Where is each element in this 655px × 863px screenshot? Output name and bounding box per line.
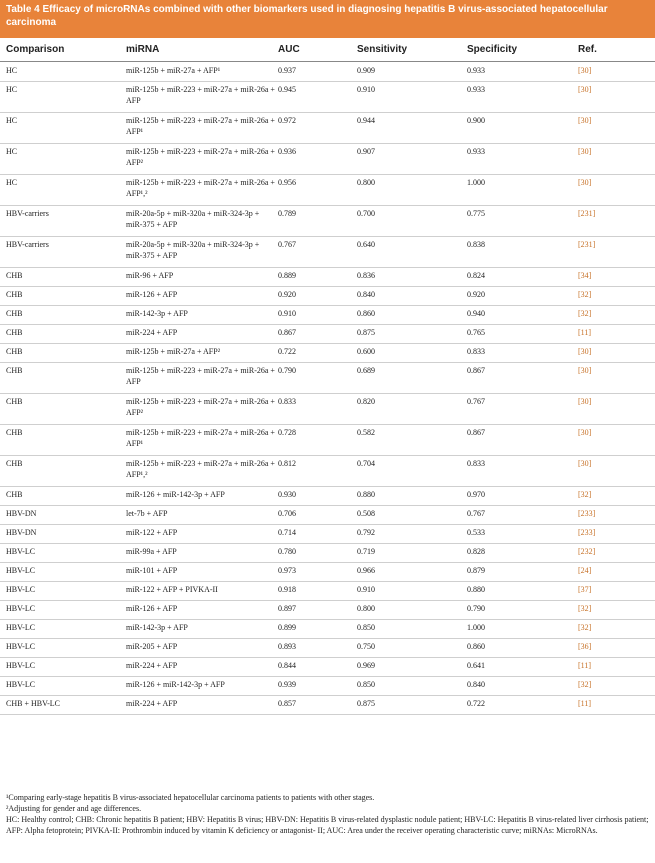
cell-specificity: 0.533 <box>467 528 485 537</box>
cell-specificity: 0.824 <box>467 271 485 280</box>
cell-specificity: 0.840 <box>467 680 485 689</box>
cell-comparison: HC <box>6 178 18 187</box>
cell-sensitivity: 0.944 <box>357 116 375 125</box>
cell-mirna: miR-122 + AFP <box>126 528 178 537</box>
cell-auc: 0.867 <box>278 328 296 337</box>
cell-ref[interactable]: [11] <box>578 661 592 670</box>
cell-mirna: miR-126 + miR-142-3p + AFP <box>126 490 225 499</box>
table-row <box>0 487 655 506</box>
cell-comparison: HC <box>6 147 18 156</box>
cell-specificity: 0.767 <box>467 397 485 406</box>
cell-auc: 0.706 <box>278 509 296 518</box>
cell-comparison: HC <box>6 116 18 125</box>
cell-comparison: HBV-carriers <box>6 209 49 218</box>
cell-auc: 0.893 <box>278 642 296 651</box>
table-row <box>0 506 655 525</box>
cell-auc: 0.789 <box>278 209 296 218</box>
cell-ref[interactable]: [30] <box>578 459 592 468</box>
cell-auc: 0.973 <box>278 566 296 575</box>
cell-ref[interactable]: [30] <box>578 66 592 75</box>
table-row <box>0 696 655 715</box>
cell-comparison: CHB <box>6 309 23 318</box>
cell-specificity: 0.833 <box>467 459 485 468</box>
table-row <box>0 306 655 325</box>
cell-comparison: HC <box>6 66 18 75</box>
col-mirna: miRNA <box>126 44 160 55</box>
table-row <box>0 582 655 601</box>
cell-ref[interactable]: [232] <box>578 547 596 556</box>
cell-mirna: miR-125b + miR-223 + miR-27a + miR-26a + AFP¹ <box>126 428 275 448</box>
cell-comparison: HBV-LC <box>6 623 36 632</box>
cell-comparison: CHB <box>6 290 23 299</box>
cell-specificity: 0.900 <box>467 116 485 125</box>
cell-comparison: HBV-LC <box>6 547 36 556</box>
cell-sensitivity: 0.719 <box>357 547 375 556</box>
cell-sensitivity: 0.969 <box>357 661 375 670</box>
table-row <box>0 601 655 620</box>
table-row <box>0 175 655 206</box>
footnote-abbreviations: HC: Healthy control; CHB: Chronic hepatitis B patient; HBV: Hepatitis B virus; HBV-DN: Hepatitis B virus-related dysplastic nodule patient; HBV-LC: Hepatitis B virus-related liver cirrhosis patient; AFP: Alpha fetoprotein; PIVKA-II: Prothrombin induced by vitamin K deficiency or antagonist- II; AUC: Area under the receiver operating characteristic curve; miRNAs: MicroRNAs. <box>6 815 649 835</box>
table-caption: Table 4 Efficacy of microRNAs combined with other biomarkers used in diagnosing hepatitis B virus-associated hepatocellular carcinoma <box>0 0 655 38</box>
cell-specificity: 0.879 <box>467 566 485 575</box>
cell-ref[interactable]: [32] <box>578 290 592 299</box>
cell-mirna: miR-125b + miR-223 + miR-27a + miR-26a + AFP¹,² <box>126 459 275 479</box>
cell-specificity: 0.790 <box>467 604 485 613</box>
cell-specificity: 0.860 <box>467 642 485 651</box>
cell-auc: 0.728 <box>278 428 296 437</box>
cell-ref[interactable]: [30] <box>578 178 592 187</box>
cell-mirna: miR-125b + miR-27a + AFP¹ <box>126 66 221 75</box>
cell-sensitivity: 0.704 <box>357 459 375 468</box>
cell-specificity: 0.933 <box>467 147 485 156</box>
cell-auc: 0.899 <box>278 623 296 632</box>
footnote-2: ²Adjusting for gender and age differences. <box>6 804 142 813</box>
table-row <box>0 344 655 363</box>
cell-comparison: HBV-LC <box>6 680 36 689</box>
cell-comparison: HBV-LC <box>6 661 36 670</box>
cell-sensitivity: 0.875 <box>357 699 375 708</box>
cell-comparison: CHB <box>6 347 23 356</box>
cell-ref[interactable]: [32] <box>578 680 592 689</box>
table-row <box>0 456 655 487</box>
cell-sensitivity: 0.850 <box>357 680 375 689</box>
table-row <box>0 544 655 563</box>
cell-ref[interactable]: [32] <box>578 604 592 613</box>
cell-ref[interactable]: [30] <box>578 366 592 375</box>
cell-sensitivity: 0.875 <box>357 328 375 337</box>
cell-auc: 0.937 <box>278 66 296 75</box>
cell-auc: 0.910 <box>278 309 296 318</box>
cell-comparison: HBV-LC <box>6 585 36 594</box>
cell-auc: 0.812 <box>278 459 296 468</box>
footnote-1: ¹Comparing early-stage hepatitis B virus-associated hepatocellular carcinoma patients to patients with other stages. <box>6 793 375 802</box>
cell-auc: 0.780 <box>278 547 296 556</box>
cell-ref[interactable]: [233] <box>578 509 596 518</box>
cell-sensitivity: 0.907 <box>357 147 375 156</box>
cell-mirna: miR-101 + AFP <box>126 566 178 575</box>
cell-mirna: miR-122 + AFP + PIVKA-II <box>126 585 218 594</box>
cell-mirna: miR-126 + miR-142-3p + AFP <box>126 680 225 689</box>
cell-sensitivity: 0.880 <box>357 490 375 499</box>
cell-sensitivity: 0.910 <box>357 85 375 94</box>
cell-specificity: 0.933 <box>467 85 485 94</box>
cell-mirna: miR-126 + AFP <box>126 290 178 299</box>
table-row <box>0 237 655 268</box>
col-auc: AUC <box>278 44 300 55</box>
cell-ref[interactable]: [11] <box>578 699 592 708</box>
table-row <box>0 144 655 175</box>
cell-auc: 0.939 <box>278 680 296 689</box>
table-row <box>0 325 655 344</box>
cell-ref[interactable]: [24] <box>578 566 592 575</box>
table-row <box>0 63 655 82</box>
cell-auc: 0.790 <box>278 366 296 375</box>
cell-comparison: HBV-DN <box>6 509 37 518</box>
cell-ref[interactable]: [30] <box>578 147 592 156</box>
col-ref: Ref. <box>578 44 597 55</box>
cell-mirna: miR-125b + miR-223 + miR-27a + miR-26a + AFP² <box>126 397 275 417</box>
cell-sensitivity: 0.700 <box>357 209 375 218</box>
cell-auc: 0.767 <box>278 240 296 249</box>
cell-sensitivity: 0.836 <box>357 271 375 280</box>
cell-mirna: miR-224 + AFP <box>126 699 178 708</box>
cell-auc: 0.889 <box>278 271 296 280</box>
table-row <box>0 620 655 639</box>
cell-sensitivity: 0.600 <box>357 347 375 356</box>
cell-mirna: miR-125b + miR-223 + miR-27a + miR-26a + AFP <box>126 85 275 105</box>
table-row <box>0 82 655 113</box>
footnotes <box>6 792 649 836</box>
cell-comparison: CHB <box>6 490 23 499</box>
cell-auc: 0.945 <box>278 85 296 94</box>
cell-specificity: 0.920 <box>467 290 485 299</box>
cell-comparison: HBV-DN <box>6 528 37 537</box>
cell-specificity: 0.722 <box>467 699 485 708</box>
cell-ref[interactable]: [30] <box>578 85 592 94</box>
table-row <box>0 113 655 144</box>
cell-comparison: HC <box>6 85 18 94</box>
cell-specificity: 0.867 <box>467 366 485 375</box>
cell-mirna: miR-224 + AFP <box>126 328 178 337</box>
table-row <box>0 563 655 582</box>
table-row <box>0 363 655 394</box>
cell-auc: 0.920 <box>278 290 296 299</box>
cell-mirna: miR-125b + miR-223 + miR-27a + miR-26a + AFP² <box>126 147 275 167</box>
cell-ref[interactable]: [37] <box>578 585 592 594</box>
cell-auc: 0.833 <box>278 397 296 406</box>
cell-specificity: 0.867 <box>467 428 485 437</box>
cell-comparison: CHB <box>6 397 23 406</box>
table-row <box>0 268 655 287</box>
cell-auc: 0.844 <box>278 661 296 670</box>
cell-ref[interactable]: [34] <box>578 271 592 280</box>
cell-ref[interactable]: [30] <box>578 347 592 356</box>
cell-auc: 0.897 <box>278 604 296 613</box>
cell-sensitivity: 0.750 <box>357 642 375 651</box>
cell-ref[interactable]: [11] <box>578 328 592 337</box>
cell-sensitivity: 0.640 <box>357 240 375 249</box>
cell-ref[interactable]: [233] <box>578 528 596 537</box>
cell-auc: 0.972 <box>278 116 296 125</box>
table-row <box>0 639 655 658</box>
cell-sensitivity: 0.820 <box>357 397 375 406</box>
cell-comparison: HBV-LC <box>6 604 36 613</box>
cell-comparison: CHB <box>6 428 23 437</box>
cell-auc: 0.722 <box>278 347 296 356</box>
cell-specificity: 0.765 <box>467 328 485 337</box>
cell-ref[interactable]: [32] <box>578 490 592 499</box>
cell-sensitivity: 0.508 <box>357 509 375 518</box>
cell-sensitivity: 0.582 <box>357 428 375 437</box>
cell-specificity: 0.940 <box>467 309 485 318</box>
cell-sensitivity: 0.910 <box>357 585 375 594</box>
cell-sensitivity: 0.966 <box>357 566 375 575</box>
cell-mirna: miR-125b + miR-223 + miR-27a + miR-26a + AFP <box>126 366 275 386</box>
cell-specificity: 0.641 <box>467 661 485 670</box>
cell-specificity: 1.000 <box>467 623 485 632</box>
cell-comparison: CHB <box>6 328 23 337</box>
cell-sensitivity: 0.909 <box>357 66 375 75</box>
cell-comparison: CHB <box>6 366 23 375</box>
cell-ref[interactable]: [32] <box>578 309 592 318</box>
cell-sensitivity: 0.689 <box>357 366 375 375</box>
cell-mirna: miR-20a-5p + miR-320a + miR-324-3p + miR-375 + AFP <box>126 240 260 260</box>
cell-mirna: miR-96 + AFP <box>126 271 174 280</box>
cell-specificity: 0.767 <box>467 509 485 518</box>
cell-sensitivity: 0.800 <box>357 604 375 613</box>
cell-mirna: let-7b + AFP <box>126 509 168 518</box>
cell-specificity: 0.833 <box>467 347 485 356</box>
table-row <box>0 525 655 544</box>
col-comparison: Comparison <box>6 44 65 55</box>
table-row <box>0 287 655 306</box>
cell-mirna: miR-125b + miR-223 + miR-27a + miR-26a + AFP¹ <box>126 116 275 136</box>
cell-auc: 0.956 <box>278 178 296 187</box>
cell-sensitivity: 0.800 <box>357 178 375 187</box>
cell-auc: 0.936 <box>278 147 296 156</box>
cell-auc: 0.930 <box>278 490 296 499</box>
cell-mirna: miR-126 + AFP <box>126 604 178 613</box>
table-row <box>0 677 655 696</box>
cell-specificity: 0.933 <box>467 66 485 75</box>
cell-sensitivity: 0.792 <box>357 528 375 537</box>
cell-comparison: CHB <box>6 459 23 468</box>
table-row <box>0 206 655 237</box>
cell-specificity: 0.828 <box>467 547 485 556</box>
cell-specificity: 0.970 <box>467 490 485 499</box>
cell-ref[interactable]: [36] <box>578 642 592 651</box>
table-header <box>0 38 655 62</box>
cell-mirna: miR-99a + AFP <box>126 547 177 556</box>
cell-mirna: miR-205 + AFP <box>126 642 178 651</box>
col-sensitivity: Sensitivity <box>357 44 408 55</box>
cell-sensitivity: 0.850 <box>357 623 375 632</box>
cell-specificity: 0.838 <box>467 240 485 249</box>
col-specificity: Specificity <box>467 44 518 55</box>
table-row <box>0 394 655 425</box>
table-row <box>0 425 655 456</box>
cell-sensitivity: 0.840 <box>357 290 375 299</box>
cell-auc: 0.857 <box>278 699 296 708</box>
cell-mirna: miR-142-3p + AFP <box>126 309 188 318</box>
table-row <box>0 658 655 677</box>
cell-mirna: miR-125b + miR-223 + miR-27a + miR-26a + AFP¹,² <box>126 178 275 198</box>
cell-ref[interactable]: [30] <box>578 428 592 437</box>
cell-specificity: 0.880 <box>467 585 485 594</box>
cell-ref[interactable]: [231] <box>578 240 596 249</box>
cell-auc: 0.714 <box>278 528 296 537</box>
cell-sensitivity: 0.860 <box>357 309 375 318</box>
cell-mirna: miR-142-3p + AFP <box>126 623 188 632</box>
cell-specificity: 0.775 <box>467 209 485 218</box>
cell-specificity: 1.000 <box>467 178 485 187</box>
cell-comparison: CHB <box>6 271 23 280</box>
cell-comparison: HBV-carriers <box>6 240 49 249</box>
cell-mirna: miR-224 + AFP <box>126 661 178 670</box>
cell-comparison: HBV-LC <box>6 642 36 651</box>
cell-ref[interactable]: [30] <box>578 397 592 406</box>
cell-ref[interactable]: [30] <box>578 116 592 125</box>
cell-ref[interactable]: [231] <box>578 209 596 218</box>
cell-comparison: CHB + HBV-LC <box>6 699 61 708</box>
cell-mirna: miR-20a-5p + miR-320a + miR-324-3p + miR-375 + AFP <box>126 209 260 229</box>
cell-comparison: HBV-LC <box>6 566 36 575</box>
cell-ref[interactable]: [32] <box>578 623 592 632</box>
cell-mirna: miR-125b + miR-27a + AFP² <box>126 347 221 356</box>
cell-auc: 0.918 <box>278 585 296 594</box>
